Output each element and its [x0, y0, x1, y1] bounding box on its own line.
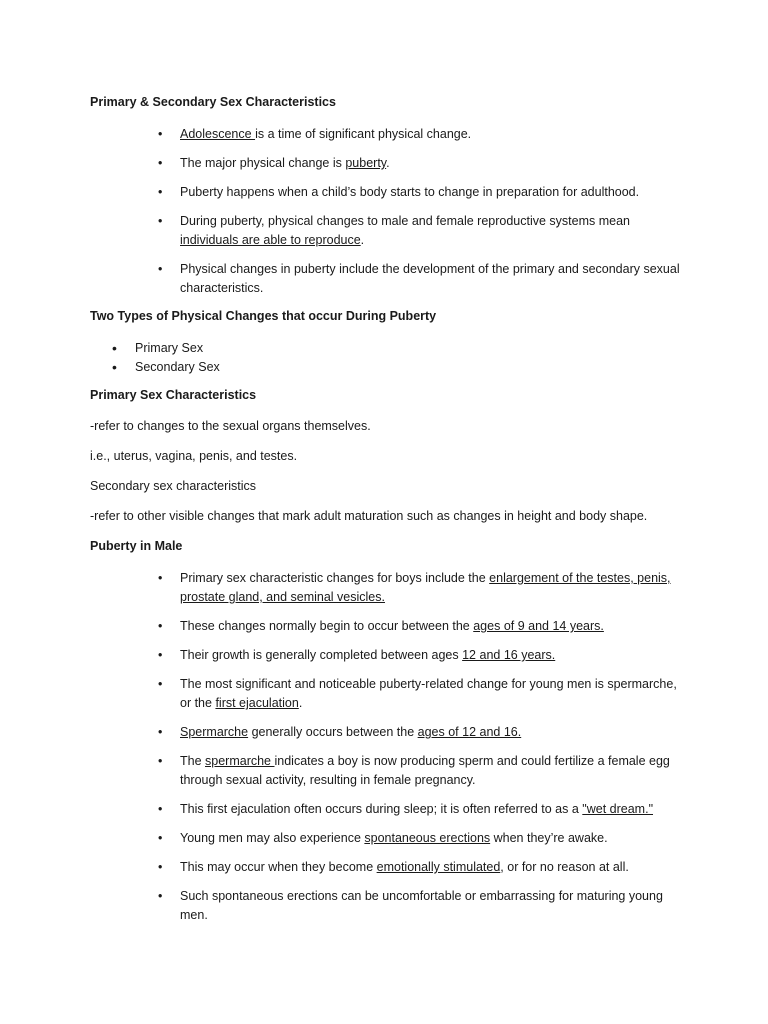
- underlined-text: individuals are able to reproduce: [180, 233, 361, 247]
- section-heading-two-types: Two Types of Physical Changes that occur During Puberty: [90, 309, 437, 323]
- list-item-text: .: [386, 156, 390, 170]
- bullet-icon: •: [158, 185, 163, 199]
- list-item-text: Their growth is generally completed between ages: [180, 648, 463, 662]
- list-item-text: This may occur when they become: [180, 860, 377, 874]
- section-heading-primary-sex: Primary Sex Characteristics: [90, 388, 257, 402]
- list-item: [90, 260, 680, 298]
- underlined-text: Adolescence: [180, 127, 256, 141]
- list-item-text: Physical changes in puberty include the development of the primary and secondary sexual characteristics.: [180, 262, 680, 295]
- list-item-text: Primary Sex: [135, 341, 204, 355]
- bullet-icon: •: [158, 677, 163, 691]
- list-item-text: is a time of significant physical change.: [255, 127, 472, 141]
- bullet-icon: •: [158, 127, 163, 141]
- list-item-text: This first ejaculation often occurs during sleep; it is often referred to as a: [180, 802, 583, 816]
- list-item: [90, 569, 680, 607]
- list-item-text: These changes normally begin to occur between the: [180, 619, 474, 633]
- bullet-icon: •: [158, 802, 163, 816]
- puberty-male-list: [90, 569, 680, 925]
- list-item-text: .: [298, 696, 303, 710]
- underlined-text: Spermarche: [180, 725, 249, 739]
- bullet-icon: •: [158, 262, 163, 276]
- primary-sex-definition: -refer to changes to the sexual organs themselves.: [90, 419, 371, 433]
- bullet-icon: •: [158, 214, 163, 228]
- list-item: [90, 212, 680, 250]
- list-item: [90, 125, 680, 144]
- list-item-text: , or for no reason at all.: [500, 860, 629, 874]
- list-item: [90, 675, 680, 713]
- primary-sex-examples: i.e., uterus, vagina, penis, and testes.: [90, 449, 298, 463]
- underlined-text: first ejaculation: [215, 696, 299, 710]
- list-item-text: The: [180, 754, 206, 768]
- underlined-text: enlargement of the testes, penis, prostate gland, and seminal vesicles.: [180, 571, 671, 604]
- underlined-text: spermarche: [205, 754, 275, 768]
- bullet-icon: •: [158, 648, 163, 662]
- list-item-text: indicates a boy is now producing sperm and could fertilize a female egg through sexual activity, resulting in female pregnancy.: [180, 754, 670, 787]
- bullet-icon: •: [158, 156, 163, 170]
- bullet-icon: •: [112, 359, 117, 375]
- section-heading-puberty-male: Puberty in Male: [90, 539, 183, 553]
- list-item: [90, 617, 680, 636]
- underlined-text: ages of 9 and 14 years.: [473, 619, 604, 633]
- list-item: [90, 800, 680, 819]
- list-item-text: generally occurs between the: [248, 725, 418, 739]
- bullet-icon: •: [158, 860, 163, 874]
- secondary-sex-title: Secondary sex characteristics: [90, 479, 257, 493]
- bullet-icon: •: [158, 831, 163, 845]
- underlined-text: ages of 12 and 16.: [417, 725, 522, 739]
- bullet-icon: •: [158, 725, 163, 739]
- list-item: [90, 752, 680, 790]
- list-item: [90, 723, 680, 742]
- list-item-text: when they’re awake.: [490, 831, 608, 845]
- underlined-text: "wet dream.": [582, 802, 653, 816]
- underlined-text: puberty: [345, 156, 387, 170]
- document-page: [90, 94, 680, 935]
- list-item-text: Young men may also experience: [180, 831, 365, 845]
- list-item-text: Puberty happens when a child’s body starts to change in preparation for adulthood.: [180, 185, 640, 199]
- underlined-text: spontaneous erections: [364, 831, 491, 845]
- list-item: [90, 154, 680, 173]
- list-item: [90, 646, 680, 665]
- two-types-list: [90, 339, 680, 377]
- bullet-icon: •: [158, 619, 163, 633]
- list-item: [90, 358, 680, 377]
- list-item: [90, 887, 680, 925]
- list-item-text: Primary sex characteristic changes for boys include the: [180, 571, 490, 585]
- list-item: [90, 339, 680, 358]
- bullet-icon: •: [112, 340, 117, 356]
- bullet-icon: •: [158, 571, 163, 585]
- bullet-icon: •: [158, 754, 163, 768]
- list-item-text: Secondary Sex: [135, 360, 220, 374]
- list-item-text: Such spontaneous erections can be uncomfortable or embarrassing for maturing young men.: [180, 889, 663, 922]
- underlined-text: 12 and 16 years.: [462, 648, 556, 662]
- list-item: [90, 858, 680, 877]
- bullet-icon: •: [158, 889, 163, 903]
- list-item: [90, 829, 680, 848]
- underlined-text: emotionally stimulated: [376, 860, 501, 874]
- list-item-text: During puberty, physical changes to male and female reproductive systems mean: [180, 214, 630, 228]
- list-item-text: .: [360, 233, 365, 247]
- secondary-sex-definition: -refer to other visible changes that mark adult maturation such as changes in height and body shape.: [90, 509, 648, 523]
- sex-characteristics-list: [90, 125, 680, 298]
- list-item: [90, 183, 680, 202]
- list-item-text: The most significant and noticeable puberty-related change for young men is spermarche, or the: [180, 677, 677, 710]
- section-heading-sex-characteristics: Primary & Secondary Sex Characteristics: [90, 95, 336, 109]
- list-item-text: The major physical change is: [180, 156, 346, 170]
